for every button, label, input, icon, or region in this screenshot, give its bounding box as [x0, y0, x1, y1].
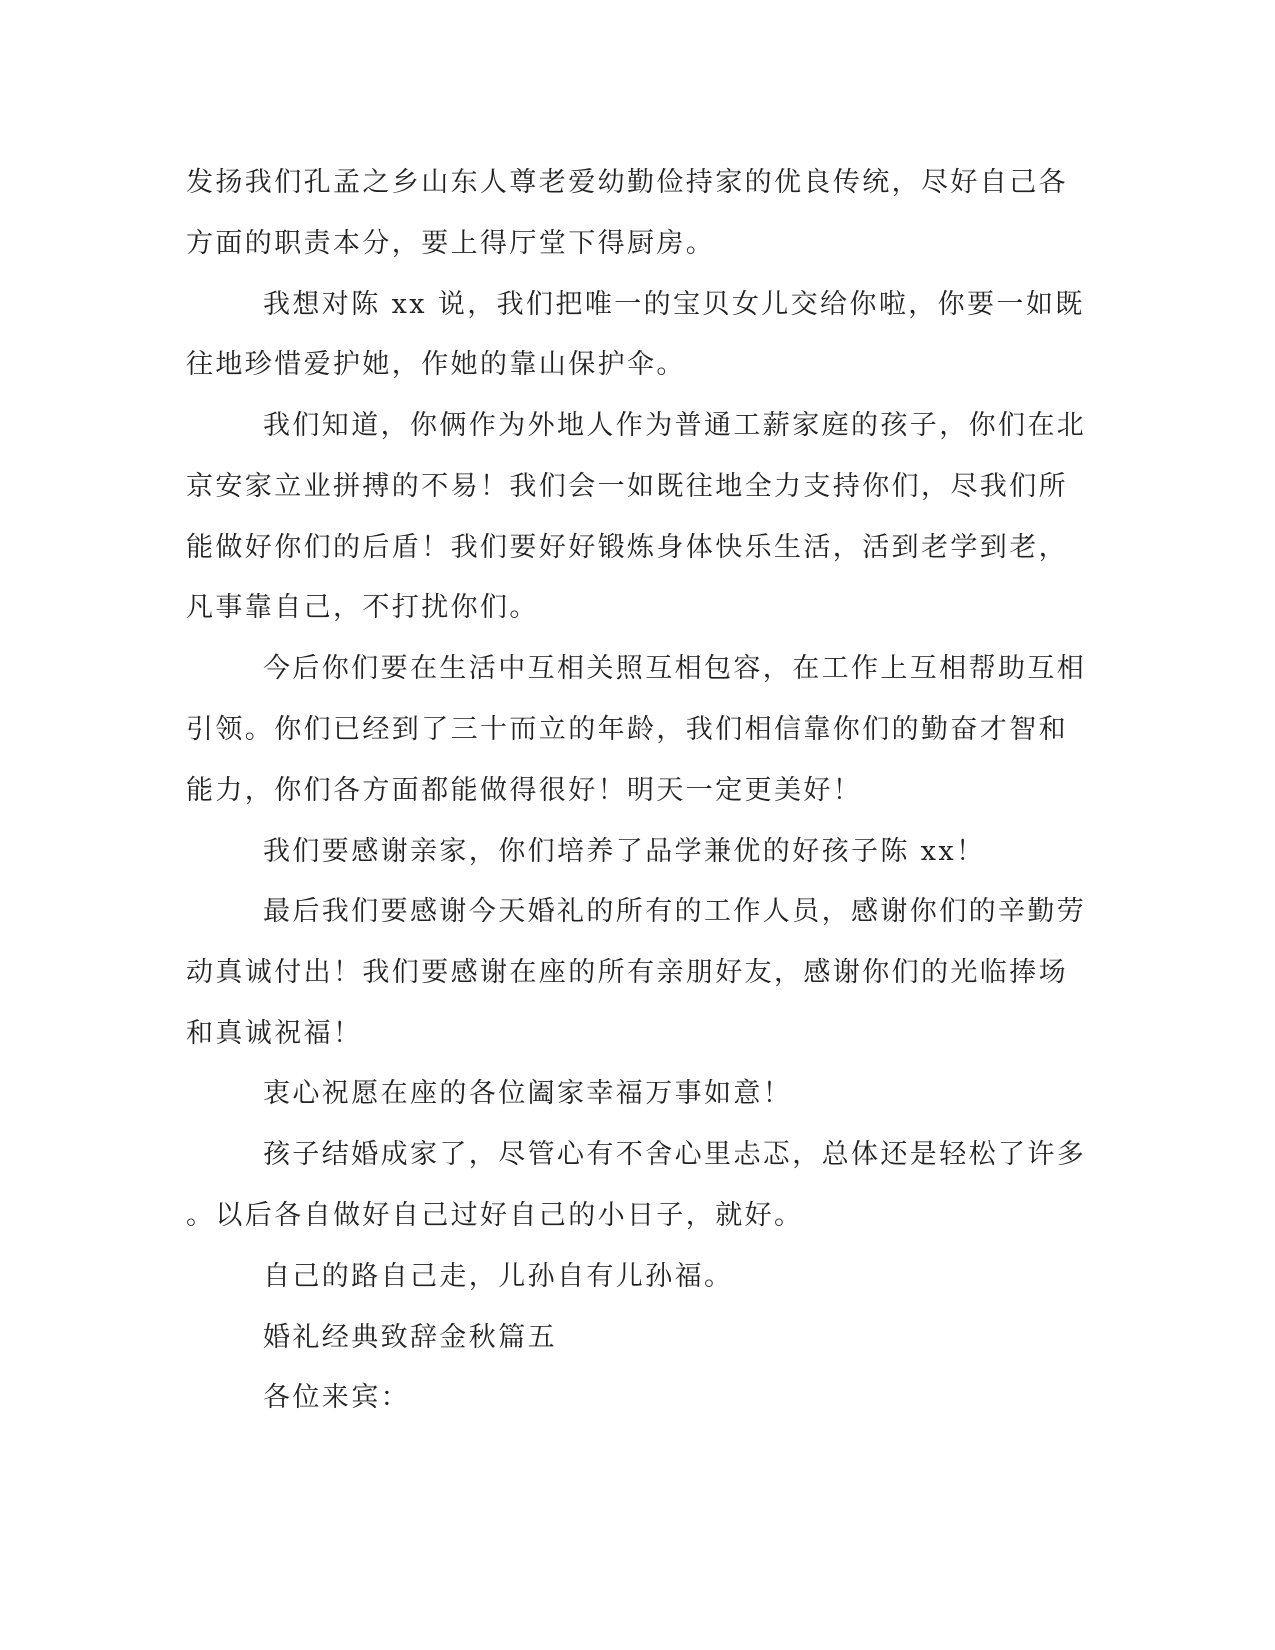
- text-line: 动真诚付出！我们要感谢在座的所有亲朋好友，感谢你们的光临捧场: [186, 957, 1068, 988]
- text-line: 发扬我们孔孟之乡山东人尊老爱幼勤俭持家的优良传统，尽好自己各: [186, 167, 1068, 198]
- paragraph-start-line: 孩子结婚成家了，尽管心有不舍心里忐忑，总体还是轻松了许多: [263, 1139, 1087, 1170]
- text-line: 。以后各自做好自己过好自己的小日子，就好。: [186, 1200, 804, 1231]
- paragraph-start-line: 我想对陈 xx 说，我们把唯一的宝贝女儿交给你啦，你要一如既: [263, 289, 1085, 320]
- text-line: 方面的职责本分，要上得厅堂下得厨房。: [186, 228, 716, 259]
- section-heading: 婚礼经典致辞金秋篇五: [263, 1322, 557, 1353]
- paragraph-start-line: 自己的路自己走，儿孙自有儿孙福。: [263, 1261, 734, 1292]
- text-line: 和真诚祝福！: [186, 1018, 363, 1049]
- text-line: 能做好你们的后盾！我们要好好锻炼身体快乐生活，活到老学到老，: [186, 532, 1068, 563]
- text-line: 往地珍惜爱护她，作她的靠山保护伞。: [186, 349, 686, 380]
- text-line: 引领。你们已经到了三十而立的年龄，我们相信靠你们的勤奋才智和: [186, 714, 1068, 745]
- text-line: 京安家立业拼搏的不易！我们会一如既往地全力支持你们，尽我们所: [186, 471, 1068, 502]
- text-line: 凡事靠自己，不打扰你们。: [186, 592, 539, 623]
- paragraph-start-line: 我们要感谢亲家，你们培养了品学兼优的好孩子陈 xx！: [263, 836, 986, 867]
- paragraph-start-line: 我们知道，你俩作为外地人作为普通工薪家庭的孩子，你们在北: [263, 410, 1087, 441]
- text-line: 能力，你们各方面都能做得很好！明天一定更美好！: [186, 775, 863, 806]
- paragraph-start-line: 今后你们要在生活中互相关照互相包容，在工作上互相帮助互相: [263, 653, 1087, 684]
- paragraph-start-line: 最后我们要感谢今天婚礼的所有的工作人员，感谢你们的辛勤劳: [263, 896, 1087, 927]
- paragraph-start-line: 衷心祝愿在座的各位阖家幸福万事如意！: [263, 1078, 793, 1109]
- salutation-line: 各位来宾：: [263, 1382, 410, 1413]
